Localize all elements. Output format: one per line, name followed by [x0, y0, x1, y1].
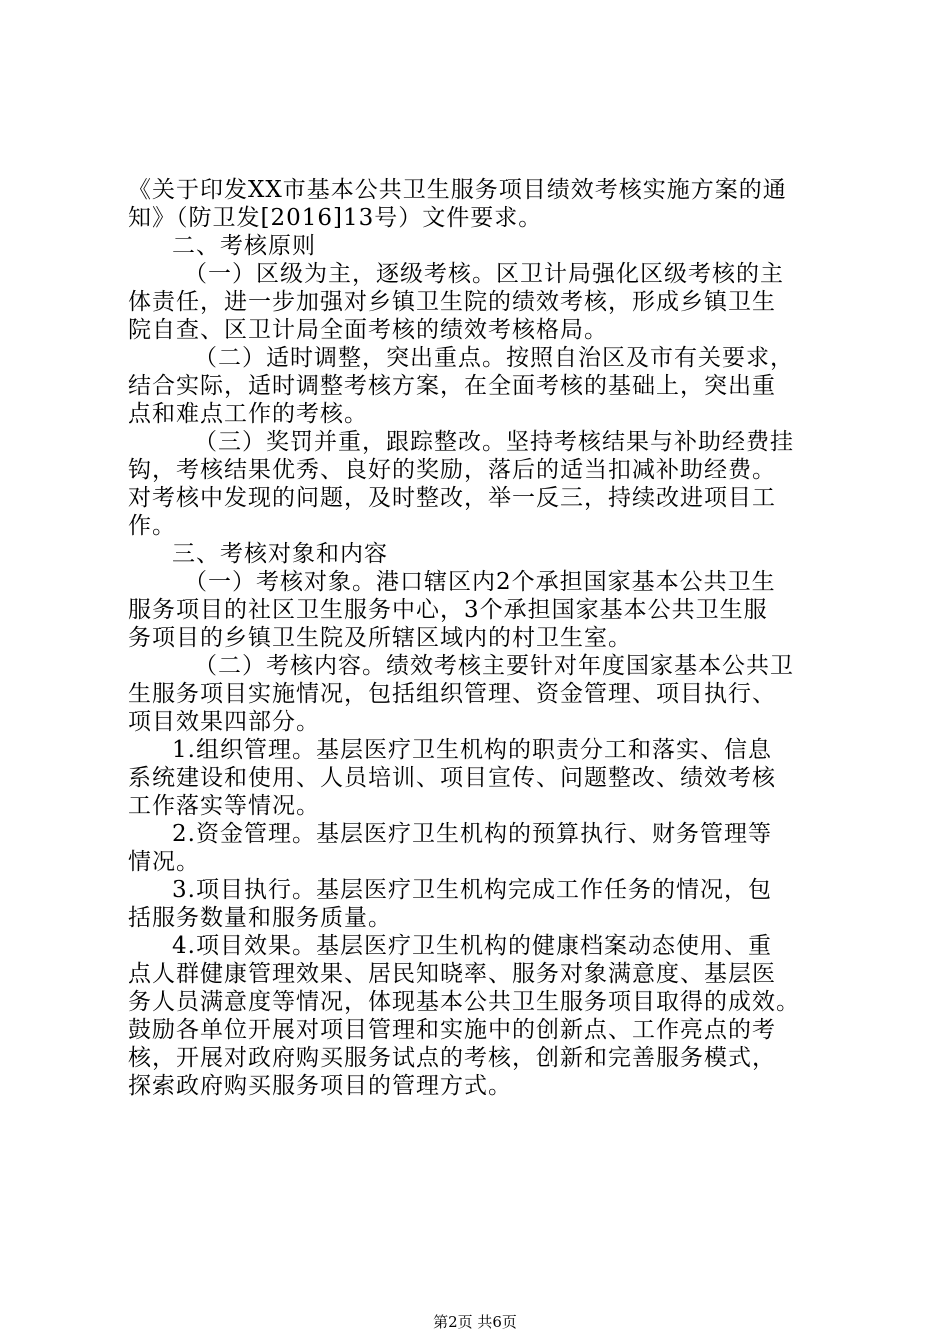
text-line: 点和难点工作的考核。 [128, 401, 368, 427]
text-line: 知》（防卫发[2016]13号）文件要求。 [128, 205, 543, 231]
text-line: 生服务项目实施情况，包括组织管理、资金管理、项目执行、 [128, 681, 776, 707]
text-line: （二）考核内容。绩效考核主要针对年度国家基本公共卫 [194, 653, 794, 679]
text-line: 1.组织管理。基层医疗卫生机构的职责分工和落实、信息 [172, 737, 772, 763]
document-body [128, 176, 840, 1100]
text-line: 对考核中发现的问题，及时整改，举一反三，持续改进项目工 [128, 485, 776, 511]
text-line: 核，开展对政府购买服务试点的考核，创新和完善服务模式， [128, 1045, 776, 1071]
text-line: 体责任，进一步加强对乡镇卫生院的绩效考核，形成乡镇卫生 [128, 289, 776, 315]
text-line: 院自查、区卫计局全面考核的绩效考核格局。 [128, 317, 608, 343]
text-line: （一）考核对象。港口辖区内2个承担国家基本公共卫生 [184, 569, 776, 595]
text-line: （三）奖罚并重，跟踪整改。坚持考核结果与补助经费挂 [194, 429, 794, 455]
section-heading: 三、考核对象和内容 [172, 541, 388, 567]
text-line: （二）适时调整，突出重点。按照自治区及市有关要求， [194, 345, 794, 371]
text-line: 点人群健康管理效果、居民知晓率、服务对象满意度、基层医 [128, 961, 776, 987]
text-line: 项目效果四部分。 [128, 709, 320, 735]
text-line: （一）区级为主，逐级考核。区卫计局强化区级考核的主 [184, 261, 784, 287]
section-heading: 二、考核原则 [172, 233, 316, 259]
text-line: 3.项目执行。基层医疗卫生机构完成工作任务的情况，包 [172, 877, 772, 903]
text-line: 钩，考核结果优秀、良好的奖励，落后的适当扣减补助经费。 [128, 457, 776, 483]
text-line: 务项目的乡镇卫生院及所辖区域内的村卫生室。 [128, 625, 632, 651]
text-line: 《关于印发XX市基本公共卫生服务项目绩效考核实施方案的通 [128, 177, 787, 203]
text-line: 2.资金管理。基层医疗卫生机构的预算执行、财务管理等 [172, 821, 772, 847]
text-line: 务人员满意度等情况，体现基本公共卫生服务项目取得的成效。 [128, 989, 800, 1015]
text-line: 服务项目的社区卫生服务中心，3个承担国家基本公共卫生服 [128, 597, 768, 623]
text-line: 工作落实等情况。 [128, 793, 320, 819]
text-line: 作。 [128, 513, 176, 539]
text-line: 探索政府购买服务项目的管理方式。 [128, 1073, 512, 1099]
text-line: 情况。 [128, 849, 200, 875]
page-footer: 第2页 共6页 [433, 1313, 517, 1331]
text-line: 括服务数量和服务质量。 [128, 905, 392, 931]
text-line: 鼓励各单位开展对项目管理和实施中的创新点、工作亮点的考 [128, 1017, 776, 1043]
text-line: 4.项目效果。基层医疗卫生机构的健康档案动态使用、重 [172, 933, 772, 959]
text-line: 系统建设和使用、人员培训、项目宣传、问题整改、绩效考核 [128, 765, 776, 791]
text-line: 结合实际，适时调整考核方案，在全面考核的基础上，突出重 [128, 373, 776, 399]
